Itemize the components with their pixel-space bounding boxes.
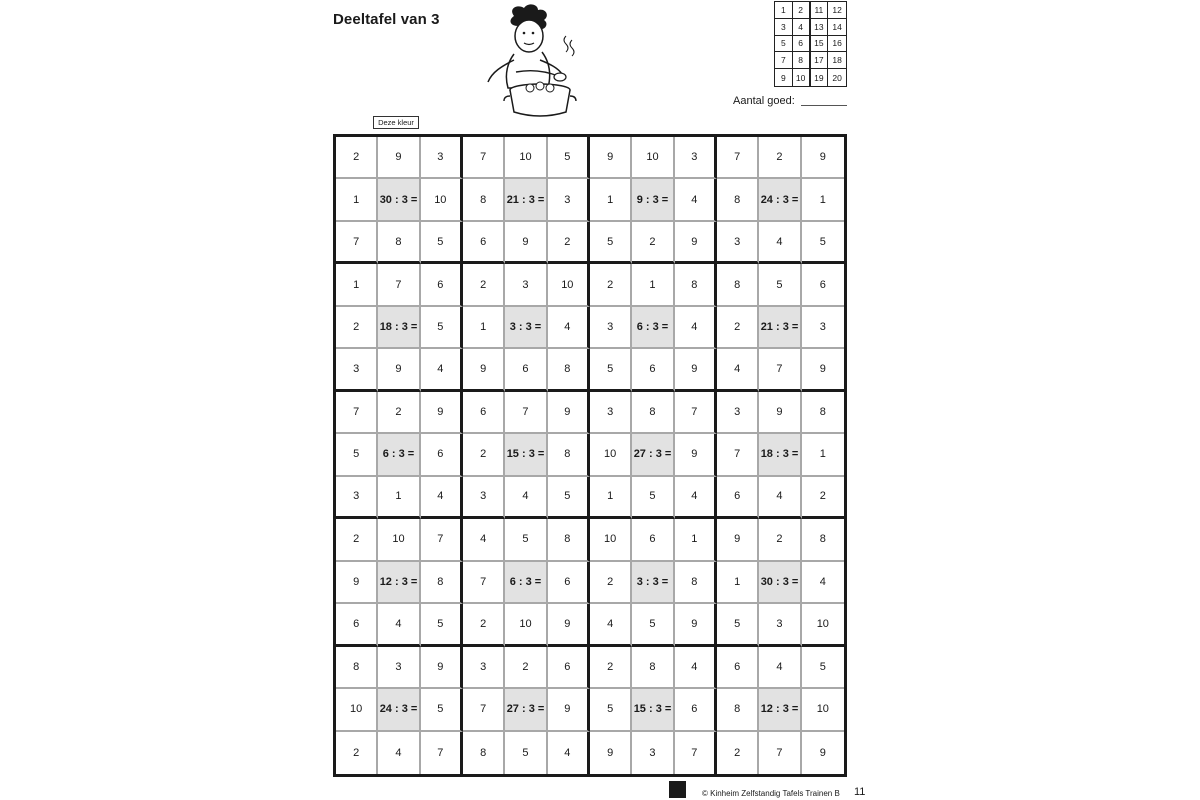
number-cell[interactable]: 8 — [632, 647, 674, 689]
number-cell[interactable]: 6 — [675, 689, 717, 731]
number-cell[interactable]: 1 — [632, 264, 674, 306]
number-cell[interactable]: 3 — [802, 307, 844, 349]
score-answer-line — [801, 105, 847, 106]
number-cell[interactable]: 7 — [505, 392, 547, 434]
division-sum-cell[interactable]: 12 : 3 = — [378, 562, 420, 604]
number-cell[interactable]: 2 — [802, 477, 844, 519]
number-cell[interactable]: 10 — [505, 604, 547, 646]
number-cell[interactable]: 5 — [421, 307, 463, 349]
number-cell[interactable]: 2 — [590, 264, 632, 306]
number-cell[interactable]: 2 — [463, 264, 505, 306]
number-cell[interactable]: 4 — [759, 222, 801, 264]
number-cell[interactable]: 7 — [463, 562, 505, 604]
number-cell[interactable]: 9 — [548, 689, 590, 731]
number-cell[interactable]: 1 — [590, 477, 632, 519]
number-cell[interactable]: 6 — [463, 222, 505, 264]
number-cell[interactable]: 7 — [759, 349, 801, 391]
number-cell[interactable]: 2 — [717, 732, 759, 774]
number-cell[interactable]: 4 — [675, 647, 717, 689]
number-cell[interactable]: 2 — [759, 519, 801, 561]
number-cell[interactable]: 5 — [717, 604, 759, 646]
number-cell[interactable]: 6 — [802, 264, 844, 306]
number-cell[interactable]: 1 — [590, 179, 632, 221]
reference-cell: 9 — [775, 69, 793, 86]
number-cell[interactable]: 8 — [802, 519, 844, 561]
number-cell[interactable]: 7 — [717, 137, 759, 179]
number-cell[interactable]: 4 — [548, 732, 590, 774]
number-cell[interactable]: 3 — [590, 307, 632, 349]
number-cell[interactable]: 9 — [819, 746, 826, 759]
number-cell[interactable]: 1 — [378, 477, 420, 519]
number-cell[interactable]: 9 — [759, 392, 801, 434]
number-cell[interactable]: 7 — [336, 222, 378, 264]
copyright-footer: © Kinheim Zelfstandig Tafels Trainen B — [702, 789, 840, 798]
number-cell[interactable]: 5 — [336, 434, 378, 476]
number-cell[interactable]: 2 — [505, 647, 547, 689]
number-cell[interactable]: 2 — [336, 519, 378, 561]
number-cell[interactable]: 5 — [421, 604, 463, 646]
number-cell[interactable]: 4 — [590, 604, 632, 646]
number-cell[interactable]: 4 — [759, 477, 801, 519]
number-cell[interactable]: 9 — [717, 519, 759, 561]
division-sum-cell[interactable]: 6 : 3 = — [632, 307, 674, 349]
division-sum-cell[interactable]: 6 : 3 = — [505, 562, 547, 604]
number-cell[interactable]: 9 — [802, 137, 844, 179]
number-cell[interactable]: 2 — [717, 307, 759, 349]
number-cell[interactable]: 9 — [675, 434, 717, 476]
reference-cell: 11 — [811, 2, 829, 19]
reference-cell: 16 — [828, 36, 846, 53]
number-cell[interactable]: 10 — [336, 689, 378, 731]
number-cell[interactable]: 6 — [336, 604, 378, 646]
number-cell[interactable]: 9 — [675, 604, 717, 646]
number-cell[interactable]: 8 — [717, 689, 759, 731]
color-legend-box: Deze kleur — [373, 116, 419, 129]
number-cell[interactable]: 8 — [717, 179, 759, 221]
number-cell[interactable]: 2 — [759, 137, 801, 179]
number-cell[interactable]: 5 — [590, 222, 632, 264]
page-number: 11 — [854, 786, 866, 798]
number-cell[interactable]: 5 — [548, 137, 590, 179]
number-cell[interactable]: 9 — [590, 137, 632, 179]
number-cell[interactable]: 4 — [378, 732, 420, 774]
number-cell[interactable]: 3 — [336, 477, 378, 519]
reference-cell: 8 — [793, 52, 811, 69]
number-cell[interactable]: 9 — [463, 349, 505, 391]
number-cell[interactable]: 6 — [548, 647, 590, 689]
number-cell[interactable]: 9 — [590, 732, 632, 774]
number-cell[interactable]: 10 — [802, 689, 844, 731]
reference-cell: 4 — [793, 19, 811, 36]
number-cell[interactable]: 5 — [421, 689, 463, 731]
number-cell[interactable]: 7 — [336, 392, 378, 434]
puzzle-grid — [333, 134, 847, 777]
number-cell[interactable]: 3 — [759, 604, 801, 646]
number-cell[interactable]: 6 — [421, 434, 463, 476]
number-cell[interactable]: 4 — [378, 604, 420, 646]
number-cell[interactable]: 1 — [336, 179, 378, 221]
division-sum-cell[interactable]: 6 : 3 = — [378, 434, 420, 476]
division-sum-cell[interactable]: 30 : 3 = — [378, 179, 420, 221]
number-cell[interactable]: 8 — [675, 562, 717, 604]
number-cell[interactable]: 3 — [632, 732, 674, 774]
number-cell[interactable]: 3 — [548, 179, 590, 221]
number-cell[interactable]: 8 — [548, 349, 590, 391]
number-cell[interactable]: 9 — [421, 647, 463, 689]
reference-cell: 19 — [811, 69, 829, 86]
number-cell[interactable]: 4 — [421, 349, 463, 391]
number-cell[interactable]: 2 — [463, 604, 505, 646]
number-cell[interactable]: 8 — [632, 392, 674, 434]
number-cell[interactable]: 4 — [717, 349, 759, 391]
black-square-icon — [669, 781, 686, 798]
number-cell[interactable]: 3 — [421, 137, 463, 179]
number-cell[interactable]: 5 — [632, 477, 674, 519]
number-cell[interactable]: 3 — [590, 392, 632, 434]
number-cell[interactable]: 10 — [802, 604, 844, 646]
number-cell[interactable]: 7 — [675, 392, 717, 434]
number-cell[interactable]: 7 — [717, 434, 759, 476]
number-cell[interactable]: 5 — [421, 222, 463, 264]
reference-cell: 15 — [811, 36, 829, 53]
number-cell[interactable]: 3 — [717, 392, 759, 434]
number-cell[interactable]: 3 — [505, 264, 547, 306]
number-cell[interactable]: 10 — [505, 137, 547, 179]
reference-cell: 1 — [775, 2, 793, 19]
division-sum-cell[interactable]: 15 : 3 = — [505, 434, 547, 476]
number-cell[interactable]: 5 — [590, 689, 632, 731]
number-cell[interactable]: 6 — [632, 519, 674, 561]
number-cell[interactable]: 3 — [717, 222, 759, 264]
number-cell[interactable]: 7 — [463, 689, 505, 731]
number-cell[interactable]: 6 — [717, 477, 759, 519]
number-cell[interactable]: 2 — [336, 732, 378, 774]
number-cell[interactable]: 5 — [505, 519, 547, 561]
number-cell[interactable]: 10 — [590, 434, 632, 476]
reference-cell: 20 — [832, 72, 842, 83]
number-cell[interactable]: 4 — [759, 647, 801, 689]
division-sum-cell[interactable]: 3 : 3 = — [505, 307, 547, 349]
number-cell[interactable]: 1 — [463, 307, 505, 349]
number-cell[interactable]: 2 — [590, 647, 632, 689]
reference-cell: 13 — [811, 19, 829, 36]
number-cell[interactable]: 10 — [421, 179, 463, 221]
number-cell[interactable]: 3 — [675, 137, 717, 179]
division-sum-cell[interactable]: 9 : 3 = — [632, 179, 674, 221]
number-cell[interactable]: 4 — [505, 477, 547, 519]
number-cell[interactable]: 8 — [378, 222, 420, 264]
number-cell[interactable]: 2 — [590, 562, 632, 604]
number-cell[interactable]: 4 — [802, 562, 844, 604]
division-sum-cell[interactable]: 18 : 3 = — [759, 434, 801, 476]
number-cell[interactable]: 10 — [548, 264, 590, 306]
reference-cell: 3 — [775, 19, 793, 36]
number-cell[interactable]: 9 — [548, 604, 590, 646]
number-cell[interactable]: 5 — [802, 647, 844, 689]
number-cell[interactable]: 1 — [802, 179, 844, 221]
reference-cell: 18 — [828, 52, 846, 69]
number-cell[interactable]: 1 — [675, 519, 717, 561]
number-cell[interactable]: 4 — [421, 477, 463, 519]
number-cell[interactable]: 8 — [548, 519, 590, 561]
number-cell[interactable]: 8 — [421, 562, 463, 604]
number-cell[interactable]: 8 — [336, 647, 378, 689]
division-sum-cell[interactable]: 30 : 3 = — [759, 562, 801, 604]
number-cell[interactable]: 9 — [675, 349, 717, 391]
page-title: Deeltafel van 3 — [333, 11, 440, 28]
number-cell[interactable]: 3 — [378, 647, 420, 689]
division-sum-cell[interactable]: 12 : 3 = — [759, 689, 801, 731]
division-sum-cell[interactable]: 27 : 3 = — [505, 689, 547, 731]
reference-cell: 2 — [793, 2, 811, 19]
score-label: Aantal goed: — [733, 95, 795, 107]
division-sum-cell[interactable]: 18 : 3 = — [378, 307, 420, 349]
division-sum-cell[interactable]: 3 : 3 = — [632, 562, 674, 604]
number-cell[interactable]: 8 — [548, 434, 590, 476]
number-cell[interactable]: 9 — [378, 137, 420, 179]
number-cell[interactable]: 5 — [590, 349, 632, 391]
number-cell[interactable]: 8 — [463, 732, 505, 774]
number-cell[interactable]: 7 — [421, 519, 463, 561]
number-cell[interactable]: 5 — [548, 477, 590, 519]
number-cell[interactable]: 10 — [590, 519, 632, 561]
division-sum-cell[interactable]: 21 : 3 = — [759, 307, 801, 349]
number-cell[interactable]: 5 — [802, 222, 844, 264]
reference-number-grid — [774, 1, 847, 87]
number-cell[interactable]: 6 — [421, 264, 463, 306]
number-cell[interactable]: 7 — [421, 732, 463, 774]
number-cell[interactable]: 8 — [675, 264, 717, 306]
reference-cell: 17 — [811, 52, 829, 69]
number-cell[interactable]: 3 — [336, 349, 378, 391]
number-cell[interactable]: 3 — [463, 477, 505, 519]
number-cell[interactable]: 4 — [463, 519, 505, 561]
number-cell[interactable]: 6 — [632, 349, 674, 391]
number-cell[interactable]: 5 — [759, 264, 801, 306]
number-cell[interactable]: 2 — [336, 137, 378, 179]
number-cell[interactable]: 9 — [548, 392, 590, 434]
reference-cell: 14 — [828, 19, 846, 36]
number-cell[interactable]: 6 — [505, 349, 547, 391]
number-cell[interactable]: 4 — [675, 307, 717, 349]
division-sum-cell[interactable]: 27 : 3 = — [632, 434, 674, 476]
number-cell[interactable]: 2 — [548, 222, 590, 264]
chef-illustration — [478, 2, 582, 122]
number-cell[interactable]: 4 — [675, 477, 717, 519]
number-cell[interactable]: 2 — [632, 222, 674, 264]
division-sum-cell[interactable]: 21 : 3 = — [505, 179, 547, 221]
number-cell[interactable]: 9 — [802, 349, 844, 391]
number-cell[interactable]: 1 — [717, 562, 759, 604]
number-cell[interactable]: 2 — [463, 434, 505, 476]
division-sum-cell[interactable]: 15 : 3 = — [632, 689, 674, 731]
number-cell[interactable]: 2 — [336, 307, 378, 349]
number-cell[interactable]: 5 — [632, 604, 674, 646]
number-cell[interactable]: 9 — [421, 392, 463, 434]
reference-cell: 7 — [775, 52, 793, 69]
number-cell[interactable]: 9 — [378, 349, 420, 391]
number-cell[interactable]: 7 — [378, 264, 420, 306]
number-cell[interactable]: 8 — [463, 179, 505, 221]
number-cell[interactable]: 6 — [717, 647, 759, 689]
number-cell[interactable]: 7 — [675, 732, 717, 774]
number-cell[interactable]: 3 — [463, 647, 505, 689]
number-cell[interactable]: 5 — [505, 732, 547, 774]
number-cell[interactable]: 8 — [717, 264, 759, 306]
number-cell[interactable]: 7 — [463, 137, 505, 179]
number-cell[interactable]: 4 — [675, 179, 717, 221]
number-cell[interactable]: 4 — [548, 307, 590, 349]
number-cell[interactable]: 10 — [632, 137, 674, 179]
number-cell[interactable]: 1 — [336, 264, 378, 306]
reference-cell: 12 — [828, 2, 846, 19]
number-cell[interactable]: 1 — [802, 434, 844, 476]
number-cell[interactable]: 9 — [336, 562, 378, 604]
number-cell[interactable]: 8 — [802, 392, 844, 434]
number-cell[interactable]: 10 — [378, 519, 420, 561]
number-cell[interactable]: 7 — [759, 732, 801, 774]
reference-cell: 5 — [775, 36, 793, 53]
number-cell[interactable]: 9 — [675, 222, 717, 264]
number-cell[interactable]: 6 — [463, 392, 505, 434]
division-sum-cell[interactable]: 24 : 3 = — [759, 179, 801, 221]
number-cell[interactable]: 9 — [505, 222, 547, 264]
division-sum-cell[interactable]: 24 : 3 = — [378, 689, 420, 731]
number-cell[interactable]: 2 — [378, 392, 420, 434]
reference-cell: 10 — [793, 69, 811, 86]
reference-cell: 6 — [793, 36, 811, 53]
number-cell[interactable]: 6 — [548, 562, 590, 604]
